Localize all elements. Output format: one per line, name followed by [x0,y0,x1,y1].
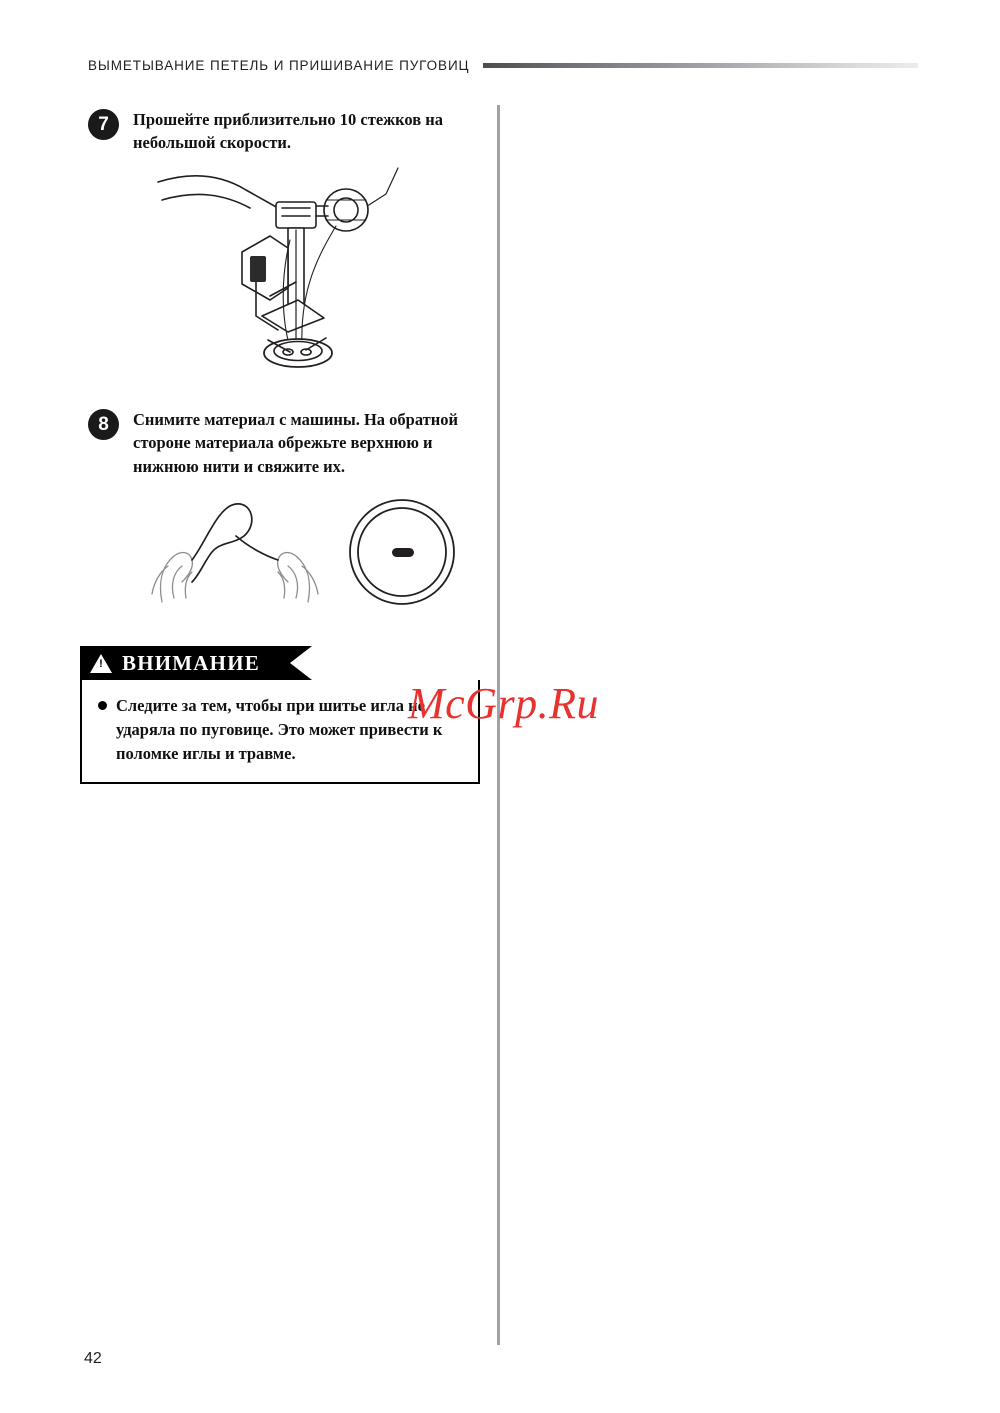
step-number-badge: 8 [88,409,119,440]
page-header [88,52,918,78]
step-8 [88,408,483,478]
header-rule [483,63,918,68]
step-text: Прошейте приблизительно 10 стежков на небольшой скорости. [133,110,444,153]
caution-label: ВНИМАНИЕ [122,650,260,675]
caution-item [98,694,462,766]
caution-body [80,680,480,784]
caution-box [80,646,480,784]
page-number: 42 [84,1350,102,1367]
header-title: ВЫМЕТЫВАНИЕ ПЕТЕЛЬ И ПРИШИВАНИЕ ПУГОВИЦ [88,57,470,73]
warning-triangle-icon: ! [90,654,112,673]
bullet-icon [98,701,107,710]
caution-header [80,646,290,680]
step-text: Снимите материал с машины. На обратной стороне материала обрежьте верхнюю и нижнюю нити и свяжите их. [133,410,459,476]
step-number-badge: 7 [88,109,119,140]
column-divider [497,105,500,1345]
step-7 [88,108,483,155]
presser-foot-diagram [150,160,450,380]
watermark: McGrp.Ru [408,679,599,728]
knotting-threads-diagram [140,490,480,620]
caution-text: Следите за тем, чтобы при шитье игла не ударяла по пуговице. Это может привести к поломке иглы и травме. [116,696,443,763]
